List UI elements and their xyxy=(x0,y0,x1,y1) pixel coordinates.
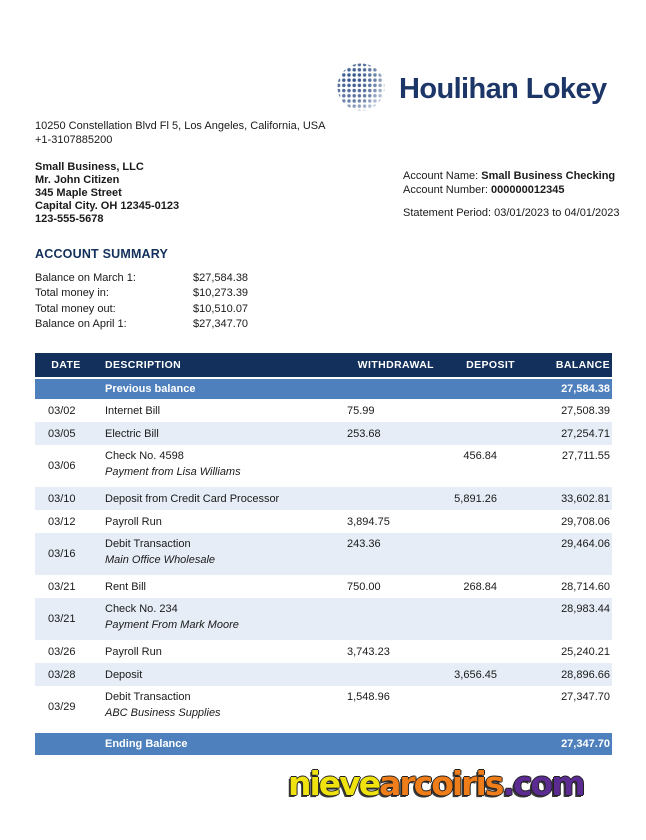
transaction-table xyxy=(35,353,612,755)
header-deposit: DEPOSIT xyxy=(466,359,515,371)
transaction-balance: 25,240.21 xyxy=(561,645,610,658)
table-row xyxy=(35,510,612,533)
transaction-withdrawal xyxy=(337,445,442,487)
description-line1: Deposit from Credit Card Processor xyxy=(105,492,280,505)
description-line1: Debit Transaction xyxy=(105,691,191,703)
customer-name: Mr. John Citizen xyxy=(35,173,120,186)
transaction-withdrawal: 3,894.75 xyxy=(347,515,390,528)
transaction-withdrawal xyxy=(337,598,442,640)
customer-company: Small Business, LLC xyxy=(35,161,144,173)
account-summary-title: ACCOUNT SUMMARY xyxy=(35,247,169,261)
transaction-deposit: 456.84 xyxy=(463,450,497,462)
description-line1: Electric Bill xyxy=(105,427,159,440)
customer-phone: 123-555-5678 xyxy=(35,212,104,225)
transaction-balance: 27,508.39 xyxy=(561,404,610,417)
description-line1: Check No. 234 xyxy=(105,603,178,615)
previous-balance-label: Previous balance xyxy=(105,383,196,395)
table-row xyxy=(35,399,612,422)
transaction-balance: 28,714.60 xyxy=(561,580,610,593)
header-withdrawal: WITHDRAWAL xyxy=(357,359,434,371)
account-name-value: Small Business Checking xyxy=(481,170,616,182)
transaction-description xyxy=(97,533,337,575)
transaction-description xyxy=(97,405,337,417)
account-number-row: Account Number: 000000012345 xyxy=(403,183,565,196)
table-row xyxy=(35,533,612,575)
transaction-deposit xyxy=(442,598,524,640)
watermark-part1: nieve xyxy=(288,764,380,803)
previous-balance-value: 27,584.38 xyxy=(561,383,610,395)
transaction-balance: 27,347.70 xyxy=(561,691,610,703)
transaction-date: 03/21 xyxy=(48,580,76,593)
transaction-date: 03/12 xyxy=(48,515,76,528)
customer-street: 345 Maple Street xyxy=(35,186,122,199)
bank-name: Houlihan Lokey xyxy=(399,73,607,105)
transaction-withdrawal: 1,548.96 xyxy=(347,691,390,703)
transaction-description xyxy=(97,445,337,487)
transaction-deposit: 3,656.45 xyxy=(454,668,497,681)
statement-period: Statement Period: 03/01/2023 to 04/01/2023 xyxy=(403,207,620,219)
description-line2: Main Office Wholesale xyxy=(105,554,216,566)
watermark-part3: .com xyxy=(502,764,584,803)
summary-row: Total money out: $10,510.07 xyxy=(35,302,248,317)
transaction-rows xyxy=(35,399,612,728)
description-line1: Deposit xyxy=(105,668,143,681)
description-line1: Internet Bill xyxy=(105,404,161,417)
transaction-date: 03/16 xyxy=(48,548,76,560)
transaction-date: 03/10 xyxy=(48,492,76,505)
transaction-description xyxy=(97,581,337,593)
description-line1: Check No. 4598 xyxy=(105,450,184,462)
table-row xyxy=(35,686,612,728)
ending-balance-label: Ending Balance xyxy=(105,738,188,750)
header-date: DATE xyxy=(51,359,81,371)
customer-city: Capital City. OH 12345-0123 xyxy=(35,199,180,212)
summary-value: $27,347.70 xyxy=(193,318,249,331)
transaction-deposit xyxy=(442,686,524,728)
transaction-date: 03/21 xyxy=(48,613,76,625)
account-info xyxy=(403,170,620,221)
table-row xyxy=(35,487,612,510)
transaction-withdrawal: 253.68 xyxy=(347,427,381,440)
account-number-value: 000000012345 xyxy=(491,183,565,196)
description-line1: Rent Bill xyxy=(105,580,146,593)
transaction-description xyxy=(97,493,337,505)
account-name-row: Account Name: Small Business Checking xyxy=(403,170,616,182)
bank-logo xyxy=(336,62,607,117)
transaction-date: 03/02 xyxy=(48,404,76,417)
transaction-balance: 29,464.06 xyxy=(561,538,610,550)
description-line1: Payroll Run xyxy=(105,645,162,658)
transaction-date: 03/26 xyxy=(48,645,76,658)
table-row xyxy=(35,422,612,445)
transaction-withdrawal: 75.99 xyxy=(347,404,375,417)
transaction-description xyxy=(97,598,337,640)
header-balance: BALANCE xyxy=(555,359,610,371)
summary-row: Balance on March 1: $27,584.38 xyxy=(35,271,248,286)
transaction-deposit: 268.84 xyxy=(463,580,497,593)
bank-address-line: 10250 Constellation Blvd Fl 5, Los Angeles, California, USA xyxy=(35,120,326,132)
summary-value: $10,273.39 xyxy=(193,287,249,300)
transaction-description xyxy=(97,428,337,440)
summary-value: $27,584.38 xyxy=(193,272,249,284)
summary-row: Total money in: $10,273.39 xyxy=(35,286,248,301)
description-line1: Payroll Run xyxy=(105,515,162,528)
transaction-description xyxy=(97,686,337,728)
customer-address xyxy=(35,161,179,226)
ending-balance-row xyxy=(35,733,612,755)
summary-value: $10,510.07 xyxy=(193,302,249,315)
ending-balance-value: 27,347.70 xyxy=(561,738,610,750)
table-row xyxy=(35,445,612,487)
transaction-balance: 33,602.81 xyxy=(561,492,610,505)
watermark-part2: arcoiris xyxy=(379,764,503,803)
bank-address xyxy=(35,120,325,147)
transaction-deposit xyxy=(442,533,524,575)
transaction-balance: 27,254.71 xyxy=(561,427,610,440)
transaction-withdrawal: 3,743.23 xyxy=(347,645,390,658)
transaction-description xyxy=(97,646,337,658)
table-row xyxy=(35,598,612,640)
transaction-description xyxy=(97,516,337,528)
transaction-date: 03/29 xyxy=(48,701,76,713)
header-description: DESCRIPTION xyxy=(105,359,182,371)
watermark xyxy=(288,764,584,803)
table-row xyxy=(35,663,612,686)
bank-phone: +1-3107885200 xyxy=(35,133,113,146)
transaction-date: 03/06 xyxy=(48,460,76,472)
transaction-deposit: 5,891.26 xyxy=(454,492,497,505)
transaction-balance: 29,708.06 xyxy=(561,515,610,528)
summary-row: Balance on April 1: $27,347.70 xyxy=(35,317,248,332)
description-line2: Payment from Lisa Williams xyxy=(105,466,241,478)
transaction-withdrawal: 243.36 xyxy=(347,538,381,550)
transaction-date: 03/28 xyxy=(48,668,76,681)
transaction-balance: 27,711.55 xyxy=(561,450,610,462)
transaction-date: 03/05 xyxy=(48,427,76,440)
globe-icon xyxy=(336,62,386,117)
transaction-withdrawal: 750.00 xyxy=(347,580,381,593)
table-header-row xyxy=(35,353,612,377)
account-summary xyxy=(35,271,248,333)
transaction-description xyxy=(97,669,337,681)
description-line2: Payment From Mark Moore xyxy=(105,619,239,631)
previous-balance-row xyxy=(35,379,612,399)
table-row xyxy=(35,575,612,598)
description-line1: Debit Transaction xyxy=(105,538,191,550)
table-row xyxy=(35,640,612,663)
transaction-balance: 28,896.66 xyxy=(561,668,610,681)
description-line2: ABC Business Supplies xyxy=(105,707,221,719)
transaction-balance: 28,983.44 xyxy=(561,603,610,615)
